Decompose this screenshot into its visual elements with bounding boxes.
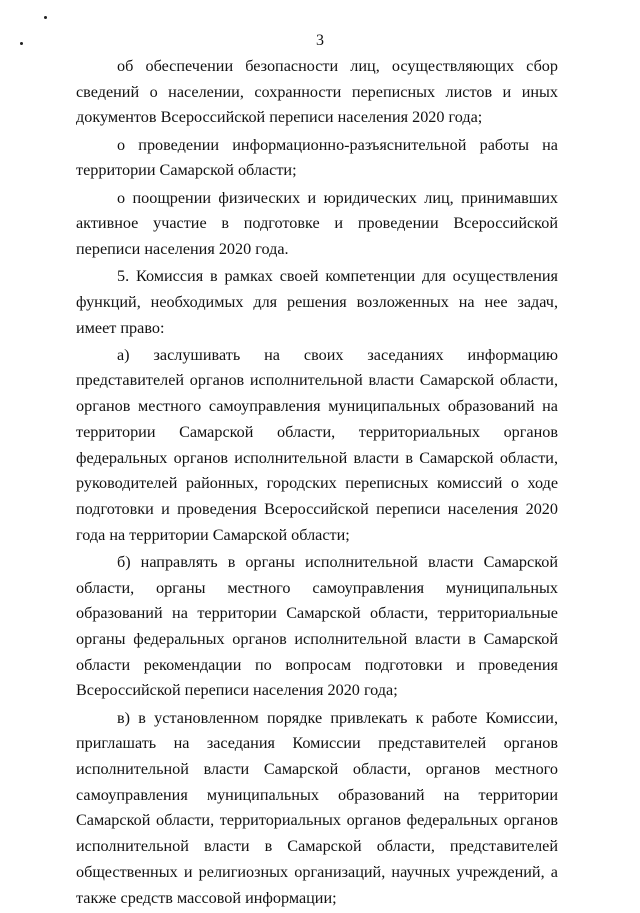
paragraph-item-a: а) заслушивать на своих заседаниях информацию представителей органов исполнительной власти Самарской области, органов местного самоуправления муниципальных образований на территории Самарской области, территориальных органов федеральных органов исполнительной власти в Самарской области, руководителей районных, городских переписных комиссий о ходе подготовки и проведения Всероссийской переписи населения 2020 года на территории Самарской области; [76, 345, 558, 544]
page-number: 3 [316, 32, 324, 49]
document-body [76, 54, 558, 913]
paragraph-item-b: б) направлять в органы исполнительной власти Самарской области, органы местного самоуправления муниципальных образований на территории Самарской области, территориальные органы федеральных органов исполнительной власти в Самарской области рекомендации по вопросам подготовки и проведения Всероссийской переписи населения 2020 года; [76, 552, 558, 700]
paragraph-encouragement: о поощрении физических и юридических лиц, принимавших активное участие в подготовке и проведении Всероссийской переписи населения 2020 года. [76, 188, 558, 258]
paragraph-commission-rights: 5. Комиссия в рамках своей компетенции для осуществления функций, необходимых для решения возложенных на нее задач, имеет право: [76, 267, 558, 337]
paragraph-safety: об обеспечении безопасности лиц, осуществляющих сбор сведений о населении, сохранности переписных листов и иных документов Всероссийской переписи населения 2020 года; [76, 57, 558, 127]
paragraph-item-c: в) в установленном порядке привлекать к работе Комиссии, приглашать на заседания Комиссии представителей органов исполнительной власти Самарской области, органов местного самоуправления муниципальных образований на территории Самарской области, территориальных органов федеральных органов исполнительной власти в Самарской области, представителей общественных и религиозных организаций, научных учреждений, а также средств массовой информации; [76, 708, 558, 907]
scan-speck [44, 16, 47, 19]
paragraph-information-work: о проведении информационно-разъяснительной работы на территории Самарской области; [76, 135, 558, 180]
